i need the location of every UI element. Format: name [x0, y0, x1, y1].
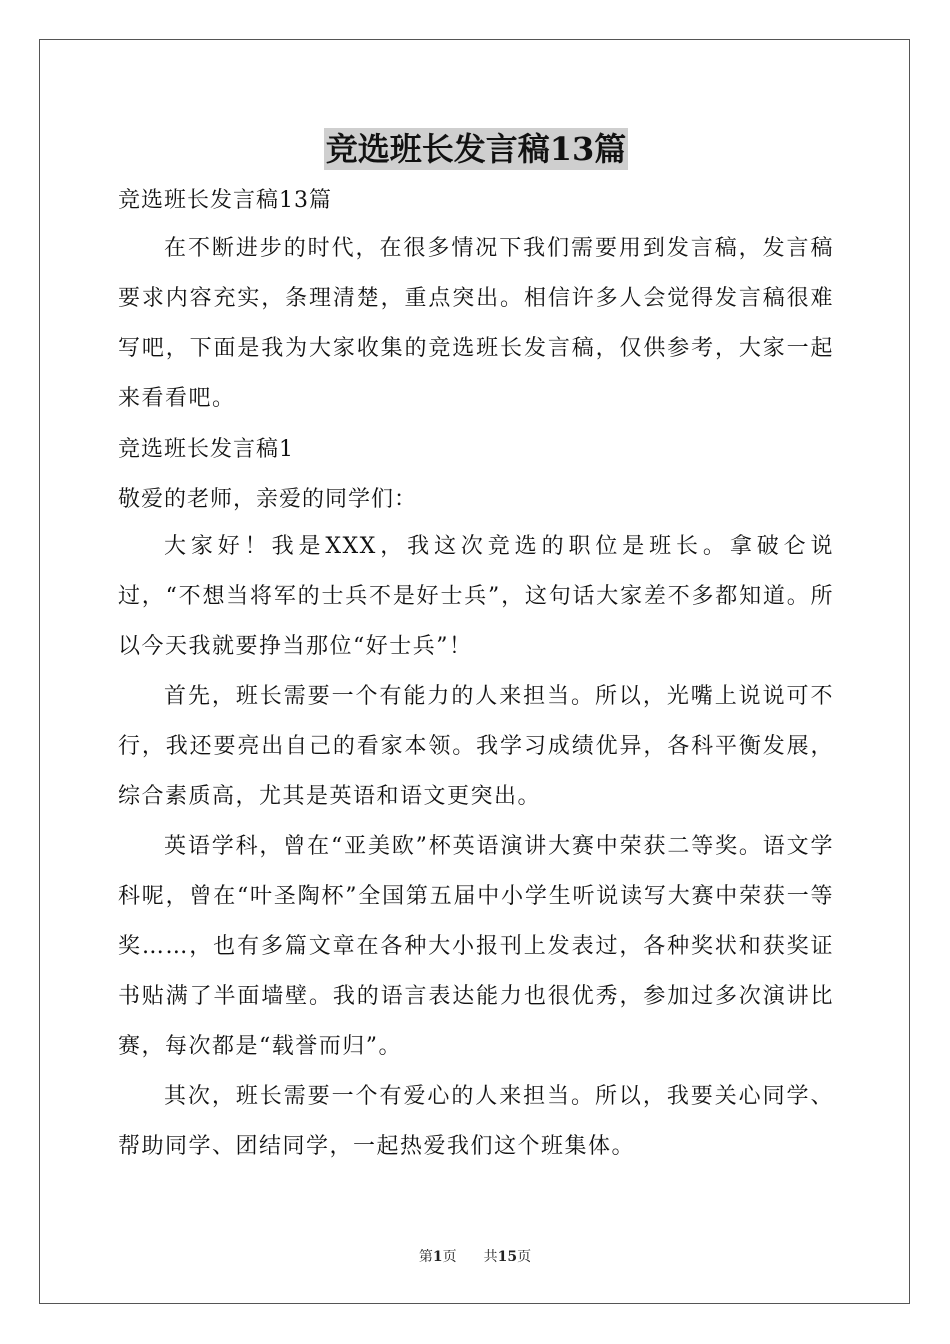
document-title: 竞选班长发言稿13篇 — [325, 130, 627, 168]
document-subtitle: 竞选班长发言稿13篇 — [118, 188, 332, 213]
total-pages-indicator: 共15页 — [483, 1249, 532, 1265]
body-paragraph: 英语学科，曾在“亚美欧”杯英语演讲大赛中荣获二等奖。语文学科呢，曾在“叶圣陶杯”全国第五届中小学生听说读写大赛中荣获一等奖……，也有多篇文章在各种大小报刊上发表过，各种奖状和获奖证书贴满了半面墙壁。我的语言表达能力也很优秀，参加过多次演讲比赛，每次都是“载誉而归”。 — [118, 834, 834, 1059]
total-pages-number: 15 — [497, 1249, 518, 1265]
current-page-number: 1 — [432, 1249, 443, 1265]
body-paragraph: 其次，班长需要一个有爱心的人来担当。所以，我要关心同学、帮助同学、团结同学，一起热爱我们这个班集体。 — [118, 1084, 834, 1159]
page-footer — [0, 1248, 950, 1266]
intro-paragraph: 在不断进步的时代，在很多情况下我们需要用到发言稿，发言稿要求内容充实，条理清楚，重点突出。相信许多人会觉得发言稿很难写吧，下面是我为大家收集的竞选班长发言稿，仅供参考，大家一起来看看吧。 — [118, 236, 834, 411]
body-paragraph: 首先，班长需要一个有能力的人来担当。所以，光嘴上说说可不行，我还要亮出自己的看家本领。我学习成绩优异，各科平衡发展，综合素质高，尤其是英语和语文更突出。 — [118, 684, 834, 809]
body-paragraph: 大家好！我是XXX，我这次竞选的职位是班长。拿破仑说过，“不想当将军的士兵不是好士兵”，这句话大家差不多都知道。所以今天我就要挣当那位“好士兵”！ — [118, 534, 834, 659]
greeting: 敬爱的老师，亲爱的同学们： — [118, 487, 418, 512]
page-indicator: 第1页 — [418, 1249, 457, 1265]
section-title: 竞选班长发言稿1 — [118, 437, 294, 462]
title-wrap — [118, 128, 834, 170]
